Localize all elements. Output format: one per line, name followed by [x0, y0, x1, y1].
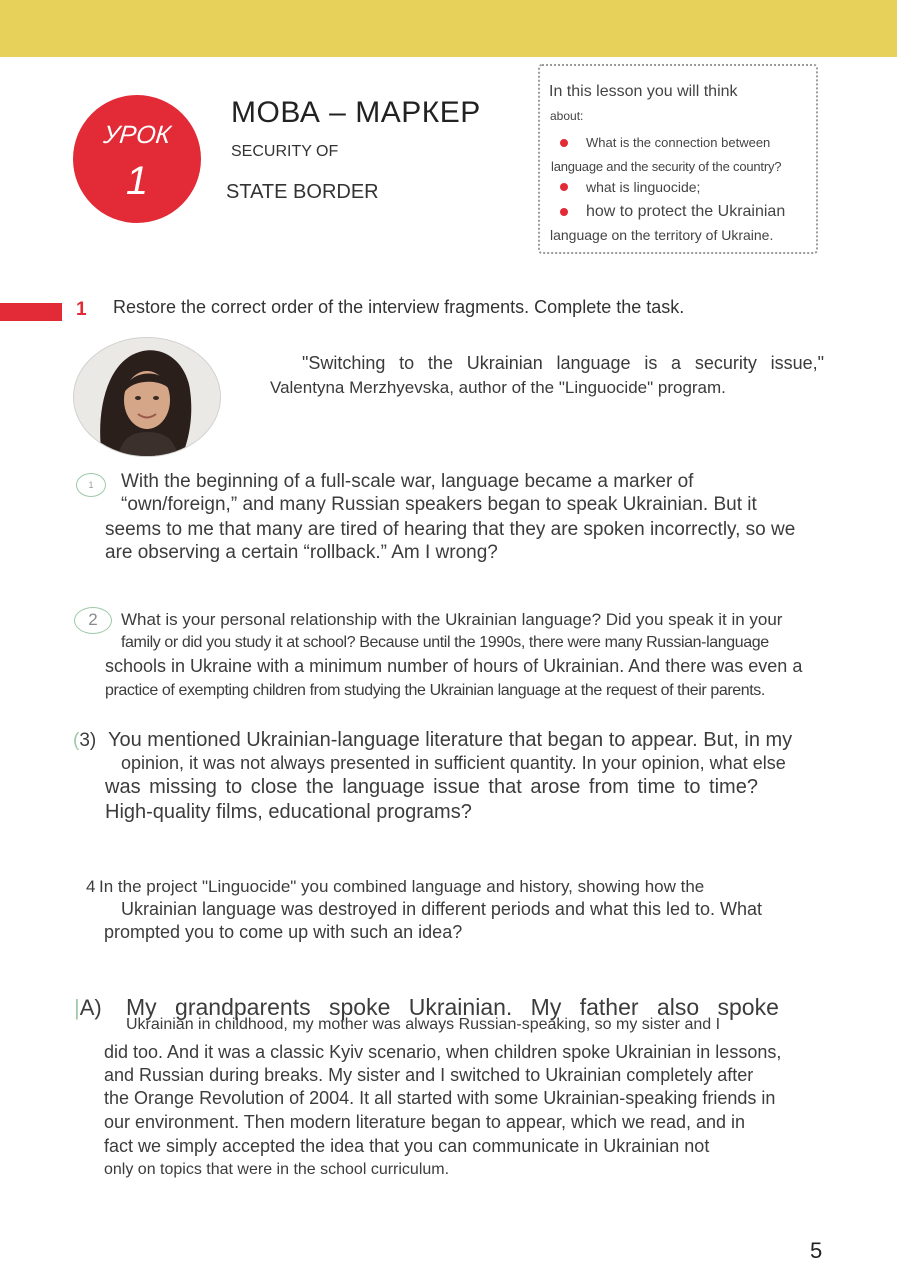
question-4-line3: prompted you to come up with such an idea? — [104, 922, 463, 942]
question-2-line3: schools in Ukraine with a minimum number of hours of Ukrainian. And there was even a — [105, 656, 803, 676]
lesson-subtitle-line2: STATE BORDER — [226, 181, 379, 203]
question-3-line2: opinion, it was not always presented in sufficient quantity. In your opinion, what else — [121, 753, 786, 773]
answer-a-line1: My grandparents spoke Ukrainian. My father also spoke — [126, 994, 779, 1020]
question-1-line4: are observing a certain “rollback.” Am I wrong? — [105, 542, 498, 563]
task-marker-bar — [0, 303, 62, 321]
question-1-line1: With the beginning of a full-scale war, language became a marker of — [121, 471, 694, 492]
lesson-badge — [73, 95, 201, 223]
question-3-line1: You mentioned Ukrainian-language literature that began to appear. But, in my — [108, 729, 793, 751]
answer-a-line2: Ukrainian in childhood, my mother was always Russian-speaking, so my sister and I — [126, 1016, 721, 1033]
question-2-line1: What is your personal relationship with the Ukrainian language? Did you speak it in your — [121, 610, 783, 629]
goals-intro-cont: about: — [550, 109, 584, 123]
answer-a-line7: fact we simply accepted the idea that you can communicate in Ukrainian not — [104, 1136, 710, 1156]
task-number: 1 — [76, 299, 87, 320]
question-4-marker: 4 — [86, 877, 96, 896]
author-photo — [73, 337, 221, 457]
question-4-line2: Ukrainian language was destroyed in different periods and what this led to. What — [121, 899, 763, 919]
question-1-marker: 1 — [76, 473, 106, 497]
bullet-icon — [560, 139, 568, 147]
goal-item-2: what is linguocide; — [586, 179, 701, 195]
question-2-line2: family or did you study it at school? Because until the 1990s, there were many Russian-language — [121, 634, 769, 651]
question-4-line1: In the project "Linguocide" you combined language and history, showing how the — [99, 877, 705, 896]
answer-a-line3: did too. And it was a classic Kyiv scenario, when children spoke Ukrainian in lessons, — [104, 1042, 782, 1062]
answer-a-line5: the Orange Revolution of 2004. It all started with some Ukrainian-speaking friends in — [104, 1088, 776, 1108]
question-2-marker: 2 — [74, 607, 112, 634]
page-number: 5 — [810, 1238, 823, 1263]
question-3-line3: was missing to close the language issue that arose from time to time? — [105, 776, 758, 798]
task-instruction: Restore the correct order of the interview fragments. Complete the task. — [113, 297, 685, 317]
goals-intro: In this lesson you will think — [549, 83, 738, 100]
question-1-line3: seems to me that many are tired of hearing that they are spoken incorrectly, so we — [105, 519, 796, 540]
lesson-subtitle-line1: SECURITY OF — [231, 143, 339, 160]
lesson-number: 1 — [125, 159, 149, 203]
goal-item-3: how to protect the Ukrainian — [586, 203, 786, 220]
quote-attribution: Valentyna Merzhyevska, author of the "Linguocide" program. — [270, 378, 726, 397]
top-color-bar — [0, 0, 897, 57]
question-1-line2: “own/foreign,” and many Russian speakers began to speak Ukrainian. But it — [121, 494, 757, 515]
quote-headline: "Switching to the Ukrainian language is a security issue," — [302, 353, 824, 373]
answer-a-line4: and Russian during breaks. My sister and I switched to Ukrainian completely after — [104, 1065, 754, 1085]
question-2-line4: practice of exempting children from studying the Ukrainian language at the request of their parents. — [105, 682, 765, 699]
question-3-marker: (3) — [73, 730, 97, 751]
bullet-icon — [560, 208, 568, 216]
answer-a-line8: only on topics that were in the school curriculum. — [104, 1161, 450, 1178]
answer-a-marker: |A) — [74, 995, 102, 1020]
lesson-title: МОВА – МАРКЕР — [231, 96, 481, 129]
bullet-icon — [560, 183, 568, 191]
answer-a-line6: our environment. Then modern literature began to appear, which we read, and in — [104, 1112, 746, 1132]
question-3-line4: High-quality films, educational programs? — [105, 801, 472, 823]
goal-item-3-cont: language on the territory of Ukraine. — [550, 227, 774, 243]
goal-item-1-cont: language and the security of the country? — [551, 159, 782, 174]
lesson-word: УРОК — [102, 121, 172, 149]
goal-item-1: What is the connection between — [586, 135, 771, 150]
